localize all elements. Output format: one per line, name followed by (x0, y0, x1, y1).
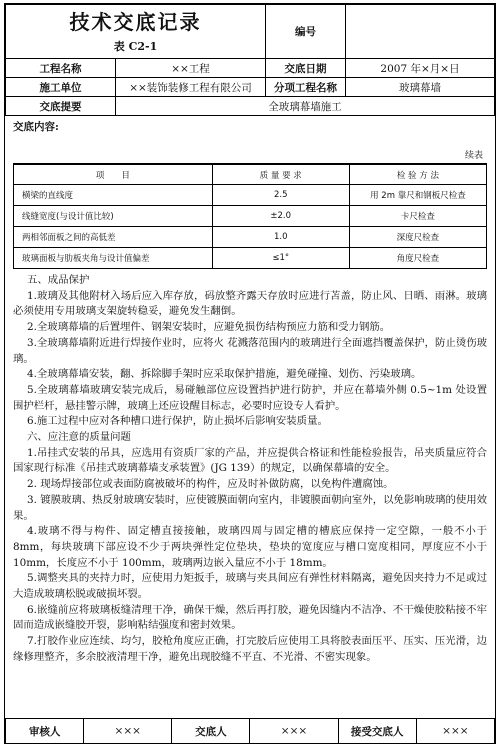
paragraph: 7.打胶作业应连续、均匀，胶枪角度应正确，打完胶后应使用工具将胶表面压平、压实、压光滑，边缘修理整齐，多余胶液清理干净，避免出现胶缝不平直、不光滑、不密实现象。 (13, 635, 487, 663)
table-cell: 玻璃面板与肋板夹角与设计值偏差 (14, 248, 213, 269)
table-cell: 横梁的直线度 (14, 185, 213, 206)
signature-table (5, 718, 495, 743)
table-cell: 卡尺检查 (349, 206, 486, 227)
table-cell: 用 2m 靠尺和钢板尺检查 (349, 185, 486, 206)
section-heading-quality-issues: 六、应注意的质量问题 (27, 431, 131, 444)
summary-field[interactable]: 全玻璃幕墙施工 (116, 97, 495, 116)
table-cell: ±2.0 (212, 206, 349, 227)
subitem-label: 分项工程名称 (266, 78, 346, 97)
contractor-label: 施工单位 (6, 78, 116, 97)
reviewer-field[interactable]: ××× (84, 719, 172, 744)
table-row (14, 227, 487, 248)
paragraph: 2.全玻璃幕墙的后置埋件、钢架安装时，应避免损伤结构预应力筋和受力钢筋。 (27, 321, 391, 334)
discloser-label: 交底人 (172, 719, 250, 744)
content-heading: 交底内容: (13, 121, 59, 133)
column-header: 质 量 要 求 (212, 164, 349, 185)
table-cell: 角度尺检查 (349, 248, 486, 269)
technical-disclosure-form (4, 3, 496, 744)
discloser-field[interactable]: ××× (250, 719, 338, 744)
table-cell: ≤1° (212, 248, 349, 269)
paragraph: 2. 现场焊接部位或表面防腐被破坏的构件，应及时补做防腐，以免构件遭腐蚀。 (27, 478, 394, 491)
paragraph: 3. 镀膜玻璃、热反射玻璃安装时，应使镀膜面朝向室内，非镀膜面朝向室外，以免影响玻璃的使用效果。 (13, 493, 488, 522)
date-label: 交底日期 (266, 59, 346, 78)
disclosure-body (13, 273, 487, 666)
paragraph: 5.调整夹具的夹持力时，应使用力矩扳手，玻璃与夹具间应有弹性材料隔离，避免因夹持力不足或过大造成玻璃松脱或破损坏裂。 (13, 572, 487, 601)
contractor-field[interactable]: ××装饰装修工程有限公司 (116, 78, 266, 97)
paragraph: 6.嵌缝前应将玻璃板缝清理干净，确保干燥，然后再打胶，避免因缝内不洁净、不干燥使胶粘接不牢固而造成嵌缝胶开裂，影响粘结强度和密封效果。 (13, 603, 487, 632)
number-label: 编号 (266, 5, 346, 59)
project-name-field[interactable]: ××工程 (116, 59, 266, 78)
table-cell: 深度尺检查 (349, 227, 486, 248)
date-field[interactable]: 2007 年×月×日 (346, 59, 495, 78)
paragraph: 4.全玻璃幕墙安装，翻、拆除脚手架时应采取保护措施，避免碰撞、划伤、污染玻璃。 (27, 368, 422, 381)
table-cell: 两相邻面板之间的高低差 (14, 227, 213, 248)
table-row (14, 206, 487, 227)
column-header: 检 验 方 法 (349, 164, 486, 185)
table-cell: 1.0 (212, 227, 349, 248)
paragraph: 4.玻璃不得与构件、固定槽直接接触，玻璃四周与固定槽的槽底应保持一定空隙，一般不小于 8mm，每块玻璃下部应设不少于两块弹性定位垫块，垫块的宽度应与槽口宽度相同，厚度应不小于 10mm，长度应不小于 100mm，玻璃两边嵌入量应不小于 18mm。 (13, 525, 487, 569)
table-header-row (14, 164, 487, 185)
table-row (14, 185, 487, 206)
form-code: 表 C2-1 (113, 39, 158, 53)
quality-requirement-table (13, 163, 487, 269)
table-cell: 线缝宽度(与设计值比较) (14, 206, 213, 227)
disclosure-content (5, 116, 495, 725)
table-row (14, 248, 487, 269)
header-table (5, 4, 495, 116)
reviewer-label: 审核人 (6, 719, 84, 744)
page-title: 技术交底记录 (69, 9, 202, 34)
paragraph: 5.全玻璃幕墙玻璃安装完成后，易碰触部位应设置挡护进行防护，并应在幕墙外侧 0.5~1m 处设置围护栏杆，悬挂警示牌，玻璃上还应设醒目标志，必要时应设专人看护。 (13, 383, 487, 412)
receiver-field[interactable]: ××× (416, 719, 494, 744)
paragraph: 3.全玻璃幕墙附近进行焊接作业时，应将火 花溅落范围内的玻璃进行全面遮挡覆盖保护，防止烫伤玻璃。 (13, 336, 488, 365)
subitem-field[interactable]: 玻璃幕墙 (346, 78, 495, 97)
section-heading-product-protection: 五、成品保护 (27, 274, 90, 286)
continued-label: 续表 (464, 151, 483, 161)
column-header: 项 目 (14, 164, 213, 185)
paragraph: 1.吊挂式安装的吊具，应选用有资质厂家的产品，并应提供合格证和性能检验报告，吊夹质量应符合国家现行标准《吊挂式玻璃幕墙支承装置》(JG 139）的规定，以确保幕墙的安全。 (13, 446, 487, 475)
number-field[interactable] (346, 5, 495, 59)
project-name-label: 工程名称 (6, 59, 116, 78)
receiver-label: 接受交底人 (338, 719, 416, 744)
table-cell: 2.5 (212, 185, 349, 206)
title-cell (6, 5, 266, 59)
paragraph: 6.施工过程中应对各种槽口进行保护，防止损坏后影响安装质量。 (27, 415, 328, 428)
paragraph: 1.玻璃及其他附材入场后应入库存放，码放整齐露天存放时应进行苫盖，防止风、日晒、雨淋。玻璃必须使用专用玻璃支架旋转稳妥，避免发生翻倒。 (13, 289, 487, 318)
summary-label: 交底提要 (6, 97, 116, 116)
